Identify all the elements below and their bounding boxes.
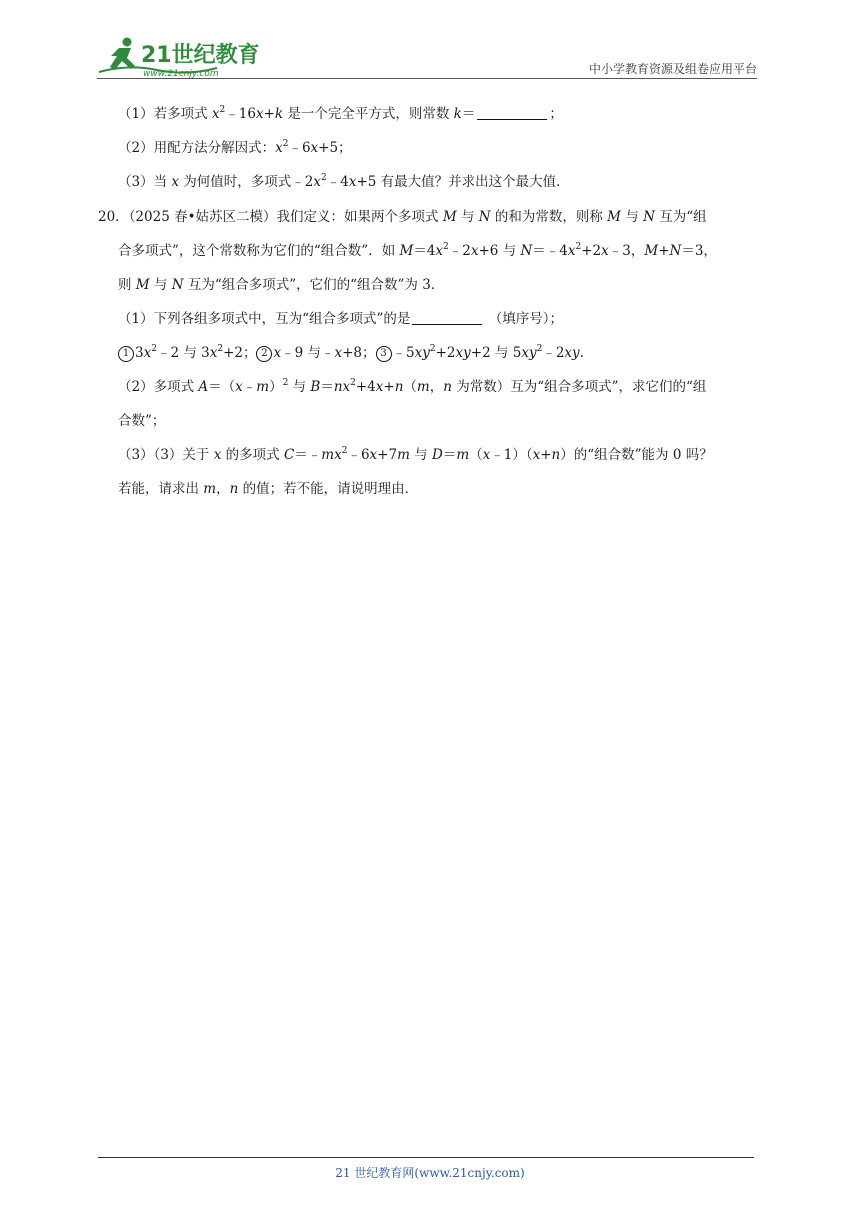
svg-text:www.21cnjy.com: www.21cnjy.com bbox=[143, 69, 219, 78]
circled-number-3: 3 bbox=[376, 346, 392, 362]
q20-sub1-options: 1 $3x^2﹣2$ 与 $3x^2+2$； 2 x﹣9 与﹣x+8； 3 $﹣5xy^2+2xy+2$ 与 $5xy^2﹣2xy$. bbox=[118, 343, 584, 363]
circled-number-2: 2 bbox=[256, 346, 272, 362]
answer-blank[interactable] bbox=[477, 105, 547, 120]
q20-line3: 则 M 与 N 互为“组合多项式”，它们的“组合数”为 3． bbox=[118, 277, 445, 293]
q20-sub1: （1）下列各组多项式中，互为“组合多项式”的是 （填序号）； bbox=[118, 311, 563, 327]
logo-icon bbox=[97, 34, 262, 78]
page-header bbox=[97, 30, 757, 80]
q20-line2: 合多项式”，这个常数称为它们的“组合数”．如 $M=4x^2﹣2x+6$ 与 $N=﹣4x^2+2x﹣3$，M+N＝3， bbox=[118, 242, 717, 259]
q20-sub2: （2）多项式 A＝（x﹣m）$^2$ 与 $B=nx^2+4x+n(m$，n 为常数）互为“组合多项式”，求它们的“组 bbox=[118, 378, 707, 395]
q20-sub3-cont: 若能，请求出 m，n 的值；若不能，请说明理由． bbox=[118, 481, 419, 497]
q19-part3: （3）当 x 为何值时，多项式$﹣2x^2﹣4x+5$ 有最大值？并求出这个最大值． bbox=[118, 173, 570, 190]
q19-part1: （1）若多项式 $x^2﹣16x+k$ 是一个完全平方式，则常数 k＝ ； bbox=[118, 105, 563, 122]
header-divider bbox=[97, 78, 757, 79]
platform-title: 中小学教育资源及组卷应用平台 bbox=[588, 62, 757, 76]
answer-blank[interactable] bbox=[412, 310, 482, 325]
q19-part2: （2）用配方法分解因式：$x^2﹣6x+5$； bbox=[118, 139, 352, 156]
q20-line1: 20．（2025 春•姑苏区二模）我们定义：如果两个多项式 M 与 N 的和为常数，则称 M 与 N 互为“组 bbox=[98, 209, 707, 225]
footer-text[interactable]: 21 世纪教育网(www.21cnjy.com) bbox=[335, 1166, 525, 1180]
footer-divider bbox=[98, 1157, 754, 1158]
question-number: 20． bbox=[98, 209, 129, 225]
q20-sub2-cont: 合数”； bbox=[118, 413, 166, 429]
circled-number-1: 1 bbox=[118, 346, 134, 362]
q20-sub3: （3）（3）关于 x 的多项式 $C=﹣mx^2﹣6x+7m$ 与 D＝m（x﹣1）（x+n）的“组合数”能为 0 吗？ bbox=[118, 446, 713, 463]
svg-text:21世纪教育: 21世纪教育 bbox=[141, 43, 260, 68]
